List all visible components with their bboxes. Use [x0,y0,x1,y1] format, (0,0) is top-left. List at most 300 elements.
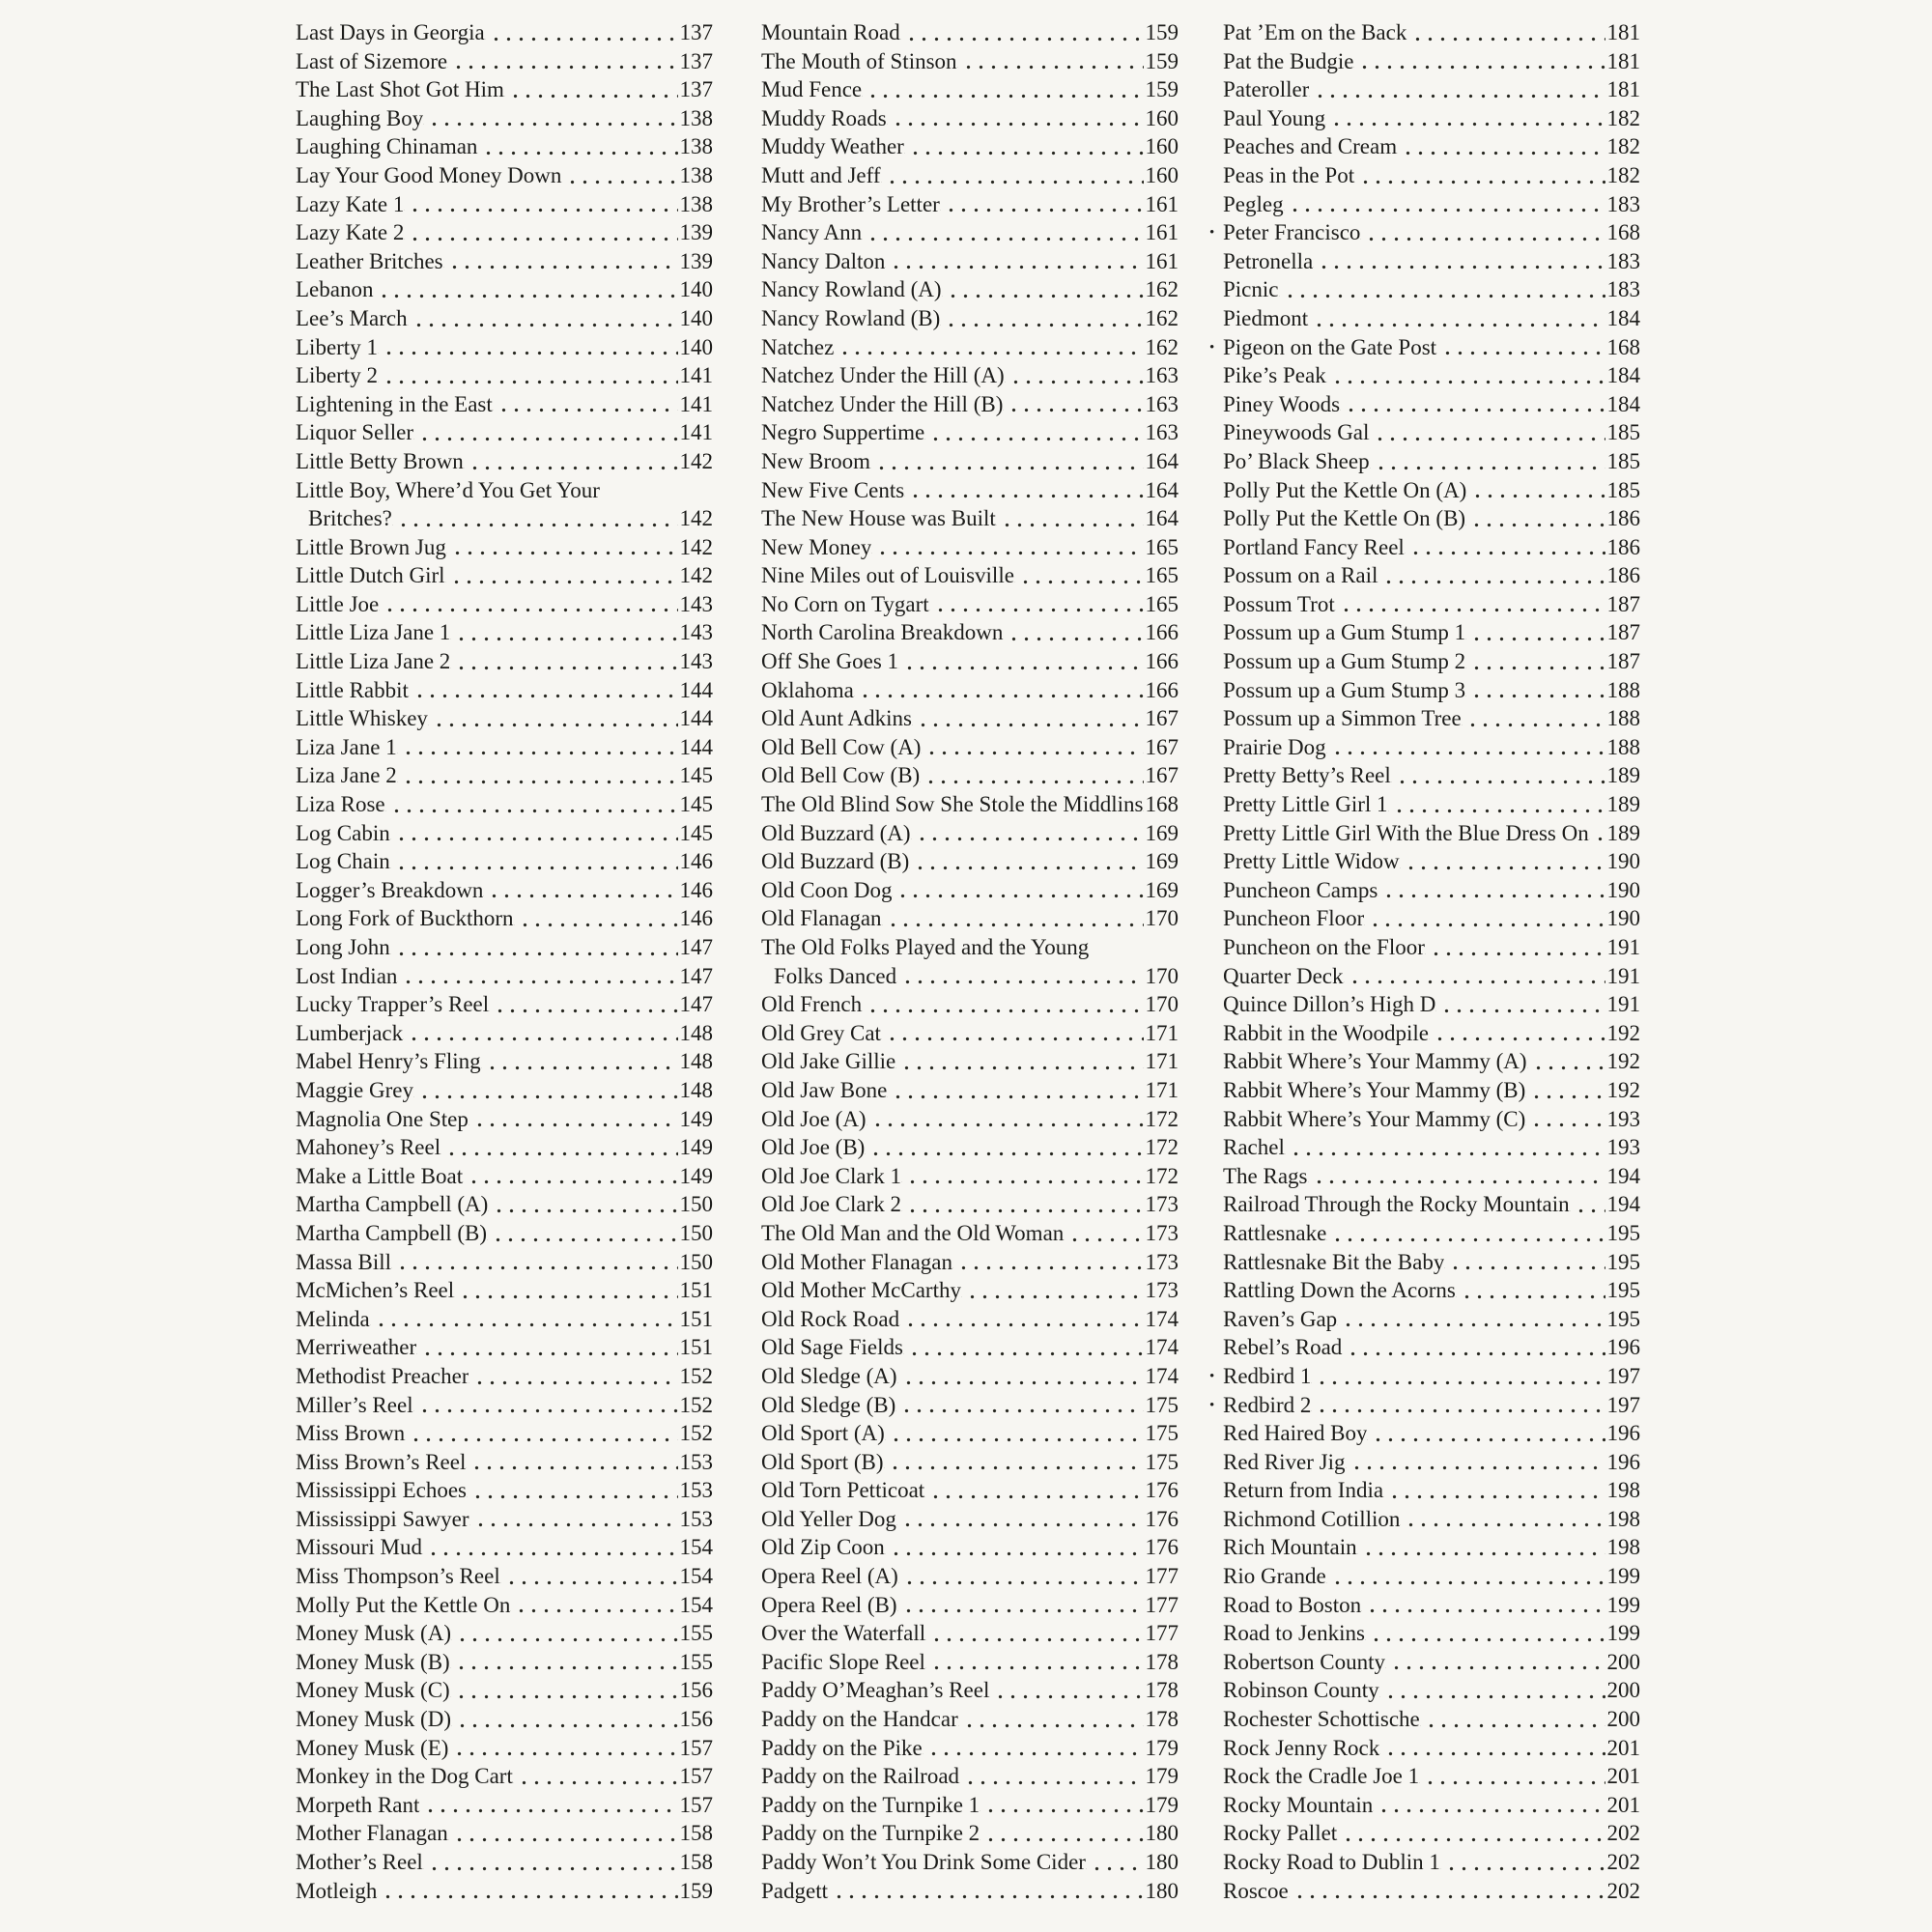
page-number: 181 [1606,20,1640,44]
dot-leader [1465,676,1605,705]
page-number: 151 [679,1306,713,1331]
index-entry [761,847,1179,876]
page-number: 178 [1145,1649,1179,1674]
index-entry [761,990,1179,1019]
dot-leader [923,1734,1144,1763]
entry-title: Old Zip Coon [761,1535,885,1560]
dot-leader [443,247,678,276]
dot-leader [897,1362,1144,1391]
dot-leader [403,1019,677,1048]
entry-title: Natchez [761,334,835,359]
page-number: 190 [1606,906,1640,931]
dot-leader [1354,161,1605,190]
index-entry [296,361,713,390]
dot-leader [1370,447,1605,476]
index-entry [761,1734,1179,1763]
page-number: 141 [679,363,713,388]
page-number: 173 [1145,1278,1179,1303]
entry-title: Pretty Little Girl 1 [1223,792,1388,817]
dot-leader [1379,1676,1605,1705]
dot-leader [488,1190,677,1219]
entry-title: Lay Your Good Money Down [296,162,562,187]
index-entry [296,390,713,419]
page-number: 157 [679,1735,713,1760]
page-number: 187 [1606,591,1640,616]
dot-leader [1308,1162,1605,1191]
index-entry [296,476,713,505]
page-number: 160 [1145,105,1179,130]
entry-title: The Old Man and the Old Woman [761,1220,1065,1245]
index-entry [761,418,1179,447]
index-entry [296,1419,713,1448]
entry-title: Quarter Deck [1223,963,1344,988]
entry-title: Muddy Weather [761,134,904,159]
index-entry [1223,962,1640,991]
dot-leader [469,1505,678,1534]
dot-leader [885,1419,1144,1448]
dot-leader [561,161,677,190]
entry-title: Pat the Budgie [1223,48,1354,73]
entry-title: Old Torn Petticoat [761,1478,925,1503]
entry-title: Roscoe [1223,1878,1289,1903]
entry-title: Rabbit Where’s Your Mammy (C) [1223,1106,1526,1131]
dot-leader [397,733,678,762]
dot-leader [1436,333,1605,362]
entry-title: Polly Put the Kettle On (A) [1223,477,1467,502]
entry-title: Raven’s Gap [1223,1306,1338,1331]
page-number: 155 [679,1621,713,1646]
dot-leader [378,333,678,362]
index-entry [761,361,1179,390]
index-entry [1223,1562,1640,1591]
index-entry [761,1305,1179,1334]
dot-leader [911,819,1144,848]
entry-title: Rabbit in the Woodpile [1223,1020,1430,1045]
page-number: 174 [1145,1335,1179,1360]
dot-leader [881,161,1144,190]
entry-title: Rock Jenny Rock [1223,1735,1380,1760]
dot-leader [854,676,1144,705]
page-number: 195 [1606,1249,1640,1274]
page-number: 149 [679,1163,713,1188]
page-number: 150 [679,1192,713,1217]
page-number: 169 [1145,820,1179,845]
dot-leader [899,1305,1143,1334]
index-entry [1223,704,1640,733]
page-number: 195 [1606,1278,1640,1303]
index-entry [761,1762,1179,1791]
entry-title: Paddy on the Railroad [761,1764,960,1789]
entry-title: Petronella [1223,248,1314,273]
index-entry [761,1019,1179,1048]
entry-title: Merriweather [296,1335,417,1360]
page-number: 171 [1145,1020,1179,1045]
index-entry [1223,1248,1640,1277]
dot-leader [469,1105,678,1134]
index-entry [296,1019,713,1048]
index-entry [296,1705,713,1734]
dot-leader [379,590,677,619]
entry-title: The Old Blind Sow She Stole the Middlins [761,792,1144,817]
dot-leader [1346,1448,1605,1477]
page-number: 185 [1606,477,1640,502]
entry-title: Maggie Grey [296,1077,413,1102]
entry-title: Pineywoods Gal [1223,420,1370,445]
page-number: 165 [1145,534,1179,559]
index-entry [761,275,1179,304]
page-number: 168 [1606,334,1640,359]
entry-title: Natchez Under the Hill (A) [761,363,1005,388]
page-number: 171 [1145,1049,1179,1074]
entry-title: Rattling Down the Acorns [1223,1278,1456,1303]
index-entry [296,1591,713,1620]
index-entry [761,1848,1179,1877]
index-entry [1223,1162,1640,1191]
page-number: 196 [1606,1335,1640,1360]
entry-title: Last Days in Georgia [296,20,485,44]
dot-leader [1064,1219,1143,1248]
dot-leader [1385,1648,1605,1677]
page-number: 177 [1145,1592,1179,1617]
page-number: 153 [679,1478,713,1503]
dot-leader [942,275,1144,304]
page-number: 138 [679,191,713,216]
entry-title: Peter Francisco [1223,220,1361,245]
index-entry [761,1676,1179,1705]
index-entry [296,1562,713,1591]
page-number: 201 [1606,1792,1640,1817]
page-number: 172 [1145,1106,1179,1131]
entry-title: Logger’s Breakdown [296,877,484,902]
index-entry [296,218,713,247]
page-number: 192 [1606,1049,1640,1074]
dot-leader [896,1505,1144,1534]
dot-leader [1284,190,1605,219]
page-number: 146 [679,906,713,931]
entry-title: Return from India [1223,1478,1384,1503]
page-number: 186 [1606,534,1640,559]
index-entry [761,104,1179,133]
page-number: 181 [1606,77,1640,102]
page-number: 178 [1145,1678,1179,1703]
entry-title: Red River Jig [1223,1449,1346,1474]
index-entry [296,190,713,219]
dot-leader [1405,533,1605,562]
entry-title: Lumberjack [296,1020,404,1045]
index-entry [296,1619,713,1648]
index-entry [761,1419,1179,1448]
dot-leader [464,447,678,476]
dot-leader [921,733,1143,762]
index-entry [296,75,713,104]
entry-title: Lucky Trapper’s Reel [296,992,490,1017]
page-number: 138 [679,134,713,159]
index-entry [296,1648,713,1677]
entry-title: Old Mother McCarthy [761,1278,961,1303]
dot-leader [487,1219,677,1248]
entry-title: Possum on a Rail [1223,563,1378,588]
index-entry [1223,447,1640,476]
page-number: 148 [679,1077,713,1102]
index-entry [296,1676,713,1705]
index-entry [761,1133,1179,1162]
entry-title: Mabel Henry’s Fling [296,1049,481,1074]
dot-leader [1383,1476,1605,1505]
entry-title: Richmond Cotillion [1223,1506,1401,1531]
entry-title: Mother Flanagan [296,1821,448,1846]
page-number: 192 [1606,1020,1640,1045]
page-number: 197 [1606,1392,1640,1417]
index-entry [761,1248,1179,1277]
index-entry [761,1533,1179,1562]
dot-leader [904,476,1143,505]
index-entry [1223,1448,1640,1477]
dot-leader [1308,304,1605,333]
entry-title: Little Brown Jug [296,534,446,559]
dot-leader [867,1105,1144,1134]
dot-leader [1444,1248,1605,1277]
dot-leader [378,361,678,390]
dot-leader [1311,1362,1605,1391]
bullet-icon: • [1209,1368,1215,1384]
index-entry [761,1877,1179,1906]
entry-title: Piney Woods [1223,391,1341,416]
page-number: 174 [1145,1363,1179,1388]
entry-title: The Mouth of Stinson [761,48,957,73]
page-number: 200 [1606,1707,1640,1732]
dot-leader [390,933,678,962]
entry-title: Mississippi Sawyer [296,1506,469,1531]
page-number: 154 [679,1535,713,1560]
index-entry [1223,75,1640,104]
entry-title: Old Bell Cow (A) [761,734,922,759]
index-entry [296,590,713,619]
index-entry [761,876,1179,905]
index-entry [296,1162,713,1191]
dot-leader [451,1705,678,1734]
page-number: 139 [679,220,713,245]
index-entry [296,1791,713,1820]
page-number: 146 [679,877,713,902]
entry-title: Possum up a Gum Stump 2 [1223,649,1466,674]
entry-title: Money Musk (D) [296,1707,451,1732]
dot-leader [1378,876,1605,905]
entry-title: Paddy on the Pike [761,1735,923,1760]
dot-leader [1337,1305,1605,1334]
dot-leader [513,1762,678,1791]
dot-leader [885,247,1143,276]
index-entry [296,1877,713,1906]
page-number: 184 [1606,305,1640,330]
dot-leader [1086,1848,1144,1877]
dot-leader [1335,590,1605,619]
entry-title: Leather Britches [296,248,443,273]
index-entry [1223,1047,1640,1076]
index-entry [296,1448,713,1477]
index-entry [296,1190,713,1219]
page-number: 170 [1145,906,1179,931]
dot-leader [445,561,678,590]
page-number: 141 [679,391,713,416]
entry-title: Liberty 1 [296,334,378,359]
index-entry [296,1076,713,1105]
index-entry [761,1505,1179,1534]
dot-leader [370,1305,678,1334]
entry-title: Possum up a Gum Stump 3 [1223,677,1466,702]
page-number: 142 [679,563,713,588]
entry-title: The Last Shot Got Him [296,77,504,102]
entry-title: Possum up a Gum Stump 1 [1223,620,1466,645]
dot-leader [1466,476,1605,505]
entry-title: Pat ’Em on the Back [1223,20,1407,44]
entry-title: Old Sage Fields [761,1335,903,1360]
page-number: 186 [1606,563,1640,588]
index-entry [296,1362,713,1391]
entry-title: Lazy Kate 2 [296,220,405,245]
index-entry [296,418,713,447]
dot-leader [958,1705,1144,1734]
entry-title: New Five Cents [761,477,905,502]
index-entry [761,1162,1179,1191]
dot-leader [1435,990,1605,1019]
entry-title: Puncheon on the Floor [1223,935,1425,959]
entry-title: North Carolina Breakdown [761,620,1004,645]
index-entry [1223,18,1640,47]
entry-title: Rich Mountain [1223,1535,1357,1560]
index-entry [761,1705,1179,1734]
entry-title: Negro Suppertime [761,420,925,445]
index-entry [296,333,713,362]
index-entry [296,1734,713,1763]
page-number: 180 [1145,1850,1179,1874]
dot-leader [895,1047,1143,1076]
index-entry [1223,1676,1640,1705]
entry-title: Puncheon Floor [1223,906,1365,931]
page-number: 185 [1606,420,1640,445]
dot-leader [397,761,678,790]
entry-title: Lazy Kate 1 [296,191,405,216]
dot-leader [390,847,678,876]
index-entry [1223,1505,1640,1534]
page-number: 194 [1606,1192,1640,1217]
page-number: 161 [1145,220,1179,245]
index-entry [296,1219,713,1248]
index-entry [1223,1619,1640,1648]
entry-title: Old Buzzard (B) [761,849,910,874]
index-entry [1223,1762,1640,1791]
page-number: 165 [1145,563,1179,588]
index-entry [1223,761,1640,790]
page-number: 198 [1606,1535,1640,1560]
index-entry [296,647,713,676]
entry-title: Make a Little Boat [296,1163,464,1188]
dot-leader [1003,618,1143,647]
dot-leader [1289,1877,1605,1906]
index-entry [1223,933,1640,962]
index-entry [761,1391,1179,1420]
index-entry [1223,1877,1640,1906]
dot-leader [1400,1505,1605,1534]
entry-title: Laughing Chinaman [296,134,478,159]
index-entry [761,1648,1179,1677]
entry-title: Miss Brown’s Reel [296,1449,467,1474]
index-entry [761,1591,1179,1620]
page-number: 164 [1145,448,1179,473]
entry-title: Lost Indian [296,963,398,988]
index-entry [1223,647,1640,676]
dot-leader [391,1248,677,1277]
index-entry [1223,847,1640,876]
page-number: 141 [679,420,713,445]
entry-title: Old Rock Road [761,1306,900,1331]
entry-title: New Broom [761,448,871,473]
index-entry [296,18,713,47]
dot-leader [1364,904,1605,933]
index-entry [761,1562,1179,1591]
entry-title: Paddy on the Turnpike 1 [761,1792,980,1817]
dot-leader [450,1676,678,1705]
index-entry [761,704,1179,733]
index-entry [1223,161,1640,190]
index-entry [296,1248,713,1277]
dot-leader [1369,418,1605,447]
entry-title: Little Liza Jane 1 [296,620,451,645]
entry-title: Little Liza Jane 2 [296,649,451,674]
page-number: 170 [1145,963,1179,988]
page-number: 139 [679,248,713,273]
entry-title: Rocky Pallet [1223,1821,1338,1846]
index-entry [296,1762,713,1791]
page-number: 201 [1606,1764,1640,1789]
page-number: 148 [679,1049,713,1074]
page-number: 175 [1145,1392,1179,1417]
dot-leader [952,1248,1143,1277]
index-entry [1223,1305,1640,1334]
page-number: 144 [679,706,713,731]
index-entry [1223,1133,1640,1162]
index-entry [761,647,1179,676]
page-number: 181 [1606,48,1640,73]
index-entry [296,1391,713,1420]
index-entry [1223,533,1640,562]
index-entry [1223,1848,1640,1877]
entry-title: Red Haired Boy [1223,1421,1368,1446]
entry-title: Long John [296,935,390,959]
dot-leader [912,704,1144,733]
entry-title: Redbird 2 [1223,1392,1312,1417]
entry-title: My Brother’s Letter [761,191,940,216]
entry-title: Muddy Roads [761,105,887,130]
page-number: 142 [679,448,713,473]
page-number: 199 [1606,1564,1640,1589]
entry-title: Little Whiskey [296,706,428,731]
index-entry [1209,1362,1640,1391]
entry-title: Rocky Road to Dublin 1 [1223,1850,1440,1874]
dot-leader [485,18,678,47]
entry-title: Robinson County [1223,1678,1379,1703]
entry-title: Monkey in the Dog Cart [296,1764,513,1789]
page-number: 164 [1145,506,1179,531]
entry-title: Nancy Rowland (A) [761,277,942,302]
entry-title: Molly Put the Kettle On [296,1592,511,1617]
page-number: 140 [679,334,713,359]
dot-leader [1379,1734,1605,1763]
dot-leader [385,790,678,819]
index-entry [296,1819,713,1848]
entry-title: Melinda [296,1306,370,1331]
entry-title: Over the Waterfall [761,1621,926,1646]
page-number: 162 [1145,305,1179,330]
